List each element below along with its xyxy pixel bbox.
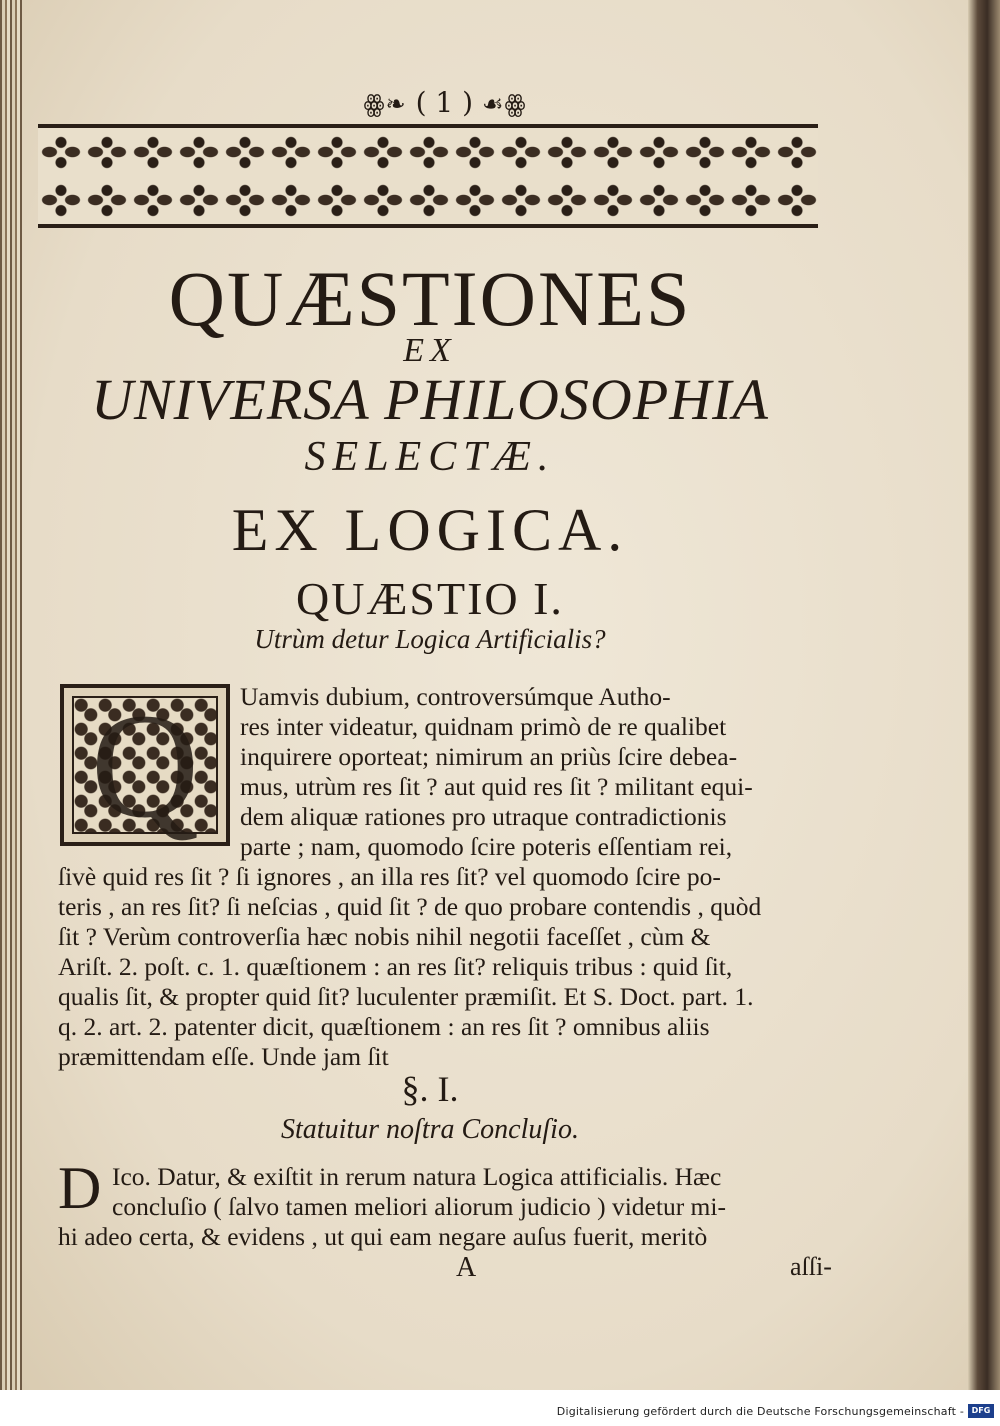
book-right-edge: [968, 0, 1000, 1390]
signature-mark: A: [456, 1252, 477, 1283]
initial-letter-d: D: [58, 1155, 102, 1221]
text-line: mus, utrùm res ſit ? aut quid res ſit ? militant equi-: [240, 772, 753, 801]
page-number: [330, 86, 560, 119]
page-number-ornament-left: ꙮ❧: [363, 90, 407, 118]
dfg-logo: DFG: [968, 1404, 994, 1418]
book-left-edge: [0, 0, 22, 1390]
section-heading: §. I.: [401, 1069, 459, 1109]
decorated-initial: [60, 683, 230, 849]
heading-quaestio-1: QUÆSTIO I.: [296, 573, 564, 624]
text-line: Uamvis dubium, controversúmque Autho-: [240, 682, 671, 711]
title-quaestiones: QUÆSTIONES: [168, 255, 692, 342]
ornament-band: [38, 124, 818, 228]
text-line: Ico. Datur, & exiſtit in rerum natura Logica attificialis. Hæc: [112, 1162, 722, 1191]
text-line: res inter videatur, quidnam primò de re qualibet: [240, 712, 727, 741]
title-ex: EX: [403, 332, 457, 369]
footer-bar: [0, 1390, 1000, 1426]
title-selectae: SELECTÆ.: [304, 434, 556, 480]
text-line: concluſio ( ſalvo tamen meliori aliorum judicio ) videtur mi-: [112, 1192, 726, 1221]
text-line: Ariſt. 2. poſt. c. 1. quæſtionem : an res ſit? reliquis tribus : quid ſit,: [58, 952, 733, 981]
text-line: inquirere oporteat; nimirum an priùs ſcire debea-: [240, 742, 738, 771]
conclusio-heading: Statuitur noſtra Concluſio.: [281, 1114, 579, 1145]
text-line: præmittendam eſſe. Unde jam ſit: [58, 1042, 389, 1071]
text-line: parte ; nam, quomodo ſcire poteris eſſentiam rei,: [240, 832, 733, 861]
catchword: aſſi-: [790, 1252, 832, 1281]
heading-ex-logica: EX LOGICA.: [231, 497, 629, 563]
quaestio-subtitle: Utrùm detur Logica Artificialis?: [254, 624, 606, 654]
text-line: q. 2. art. 2. patenter dicit, quæſtionem : an res ſit ? omnibus aliis: [58, 1012, 710, 1041]
text-line: ſivè quid res ſit ? ſi ignores , an illa res ſit? vel quomodo ſcire po-: [58, 862, 721, 891]
text-line: ſit ? Verùm controverſia hæc nobis nihil negotii faceſſet , cùm &: [58, 922, 711, 951]
text-line: dem aliquæ rationes pro utraque contradictionis: [240, 802, 727, 831]
page-number-text: ( 1 ): [415, 86, 474, 119]
title-universa-philosophia: UNIVERSA PHILOSOPHIA: [91, 367, 769, 432]
footer-credit: Digitalisierung gefördert durch die Deutsche Forschungsgemeinschaft -: [556, 1405, 964, 1418]
text-line: hi adeo certa, & evidens , ut qui eam negare auſus fuerit, meritò: [58, 1222, 708, 1251]
page-number-ornament-right: ☙ꙮ: [481, 90, 527, 118]
initial-letter: Q: [90, 683, 200, 849]
text-line: teris , an res ſit? ſi neſcias , quid ſit ? de quo probare contendis , quòd: [58, 892, 762, 921]
text-line: qualis ſit, & propter quid ſit? luculenter præmiſit. Et S. Doct. part. 1.: [58, 982, 754, 1011]
